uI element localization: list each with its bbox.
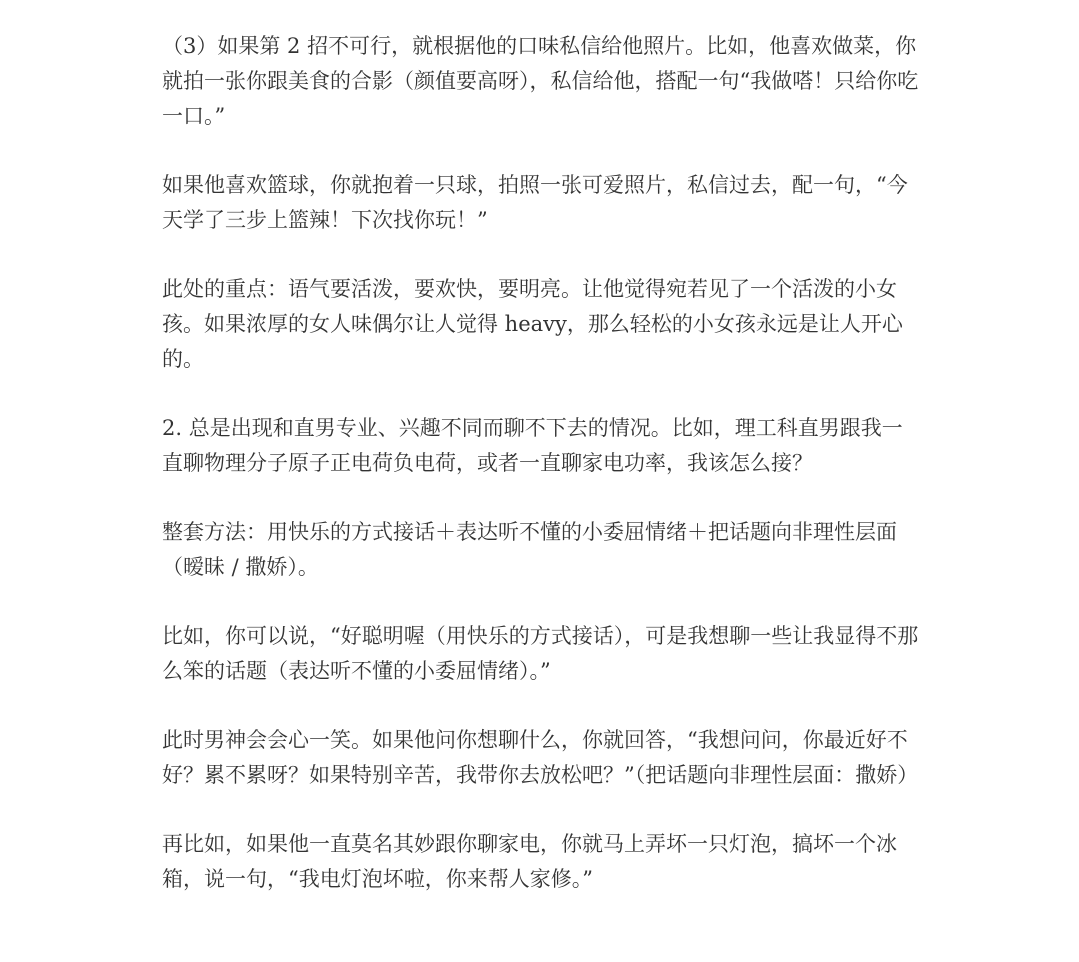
paragraph-basketball-example: 如果他喜欢篮球，你就抱着一只球，拍照一张可爱照片，私信过去，配一句，“今天学了三步上篮辣！下次找你玩！” (162, 173, 908, 232)
paragraph-appliance-example: 再比如，如果他一直莫名其妙跟你聊家电，你就马上弄坏一只灯泡，搞坏一个冰箱，说一句，“我电灯泡坏啦，你来帮人家修。” (162, 832, 897, 891)
paragraph-tip-3-photo: （3）如果第 2 招不可行，就根据他的口味私信给他照片。比如，他喜欢做菜，你就拍一张你跟美食的合影（颜值要高呀），私信给他，搭配一句“我做嗒！只给你吃一口。” (162, 34, 919, 128)
paragraph-follow-up: 此时男神会会心一笑。如果他问你想聊什么，你就回答，“我想问问，你最近好不好？累不累呀？如果特别辛苦，我带你去放松吧？”（把话题向非理性层面：撒娇） (162, 728, 919, 787)
paragraph-question-2: 2. 总是出现和直男专业、兴趣不同而聊不下去的情况。比如，理工科直男跟我一直聊物理分子原子正电荷负电荷，或者一直聊家电功率，我该怎么接？ (162, 416, 903, 475)
paragraph-method: 整套方法：用快乐的方式接话＋表达听不懂的小委屈情绪＋把话题向非理性层面（暧昧 / 撒娇）。 (162, 520, 897, 579)
article-body (162, 29, 922, 931)
paragraph-example-reply: 比如，你可以说，“好聪明喔（用快乐的方式接话），可是我想聊一些让我显得不那么笨的话题（表达听不懂的小委屈情绪）。” (162, 624, 919, 683)
paragraph-key-point: 此处的重点：语气要活泼，要欢快，要明亮。让他觉得宛若见了一个活泼的小女孩。如果浓厚的女人味偶尔让人觉得 heavy，那么轻松的小女孩永远是让人开心的。 (162, 277, 903, 371)
